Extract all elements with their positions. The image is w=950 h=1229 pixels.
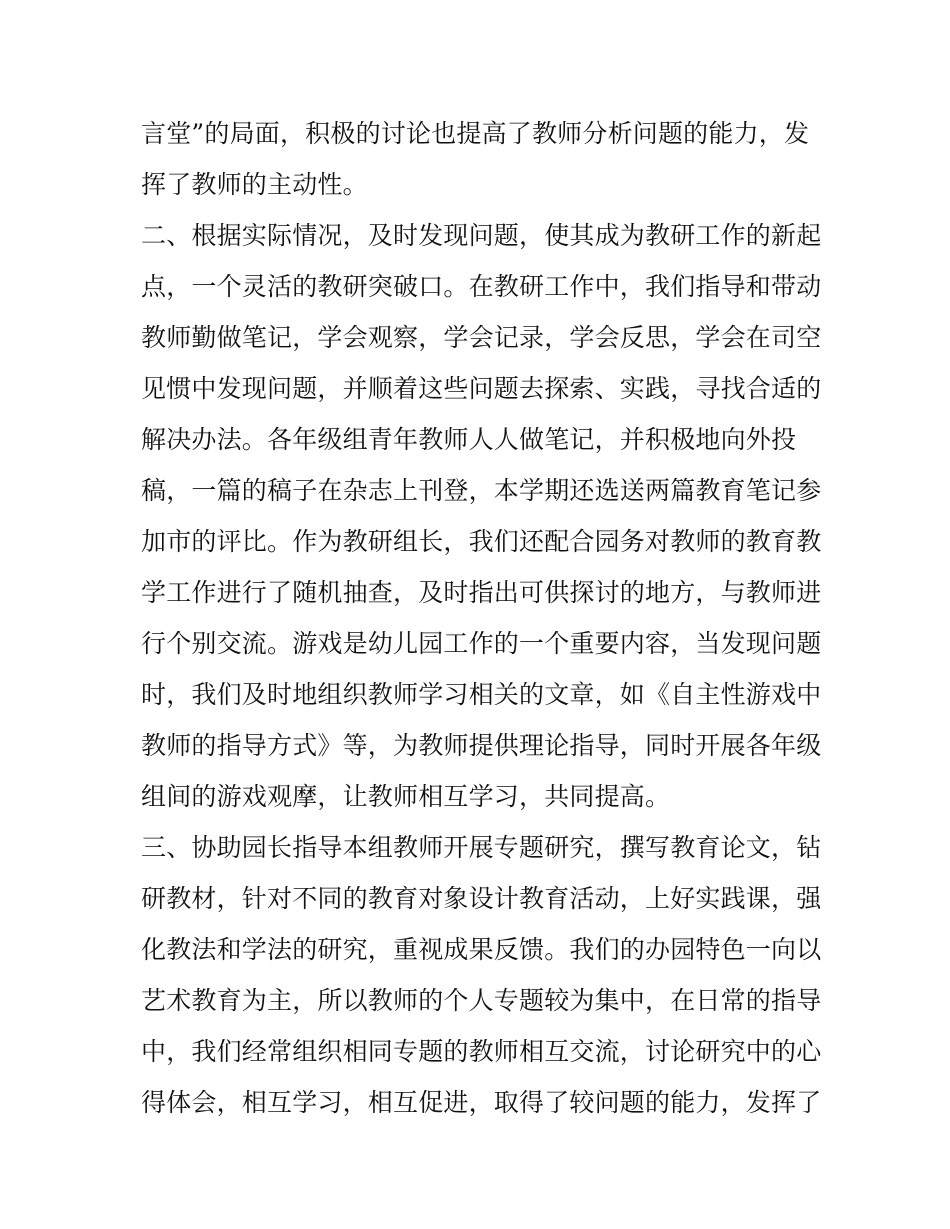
text-line: 教师勤做笔记，学会观察，学会记录，学会反思，学会在司空 — [141, 323, 822, 352]
text-line: 言堂”的局面，积极的讨论也提高了教师分析问题的能力，发 — [141, 119, 810, 148]
text-line: 点，一个灵活的教研突破口。在教研工作中，我们指导和带动 — [141, 272, 822, 301]
text-line: 解决办法。各年级组青年教师人人做笔记，并积极地向外投 — [141, 425, 797, 454]
text-line: 加市的评比。作为教研组长，我们还配合园务对教师的教育教 — [141, 527, 822, 556]
text-line: 二、根据实际情况，及时发现问题，使其成为教研工作的新起 — [141, 221, 822, 250]
text-line: 化教法和学法的研究，重视成果反馈。我们的办园特色一向以 — [141, 935, 822, 964]
text-line: 中，我们经常组织相同专题的教师相互交流，讨论研究中的心 — [141, 1037, 822, 1066]
text-line: 组间的游戏观摩，让教师相互学习，共同提高。 — [141, 782, 671, 811]
text-line: 见惯中发现问题，并顺着这些问题去探索、实践，寻找合适的 — [141, 374, 822, 403]
text-line: 研教材，针对不同的教育对象设计教育活动，上好实践课，强 — [141, 884, 822, 913]
text-line: 挥了教师的主动性。 — [141, 170, 368, 199]
text-line: 教师的指导方式》等，为教师提供理论指导，同时开展各年级 — [141, 731, 822, 760]
text-line: 行个别交流。游戏是幼儿园工作的一个重要内容，当发现问题 — [141, 629, 822, 658]
text-line: 稿，一篇的稿子在杂志上刊登，本学期还选送两篇教育笔记参 — [141, 476, 822, 505]
text-line: 三、协助园长指导本组教师开展专题研究，撰写教育论文，钻 — [141, 833, 822, 862]
text-line: 时，我们及时地组织教师学习相关的文章，如《自主性游戏中 — [141, 680, 822, 709]
text-line: 得体会，相互学习，相互促进，取得了较问题的能力，发挥了 — [141, 1088, 822, 1117]
text-line: 艺术教育为主，所以教师的个人专题较为集中，在日常的指导 — [141, 986, 822, 1015]
text-line: 学工作进行了随机抽查，及时指出可供探讨的地方，与教师进 — [141, 578, 822, 607]
document-body — [141, 108, 821, 1128]
